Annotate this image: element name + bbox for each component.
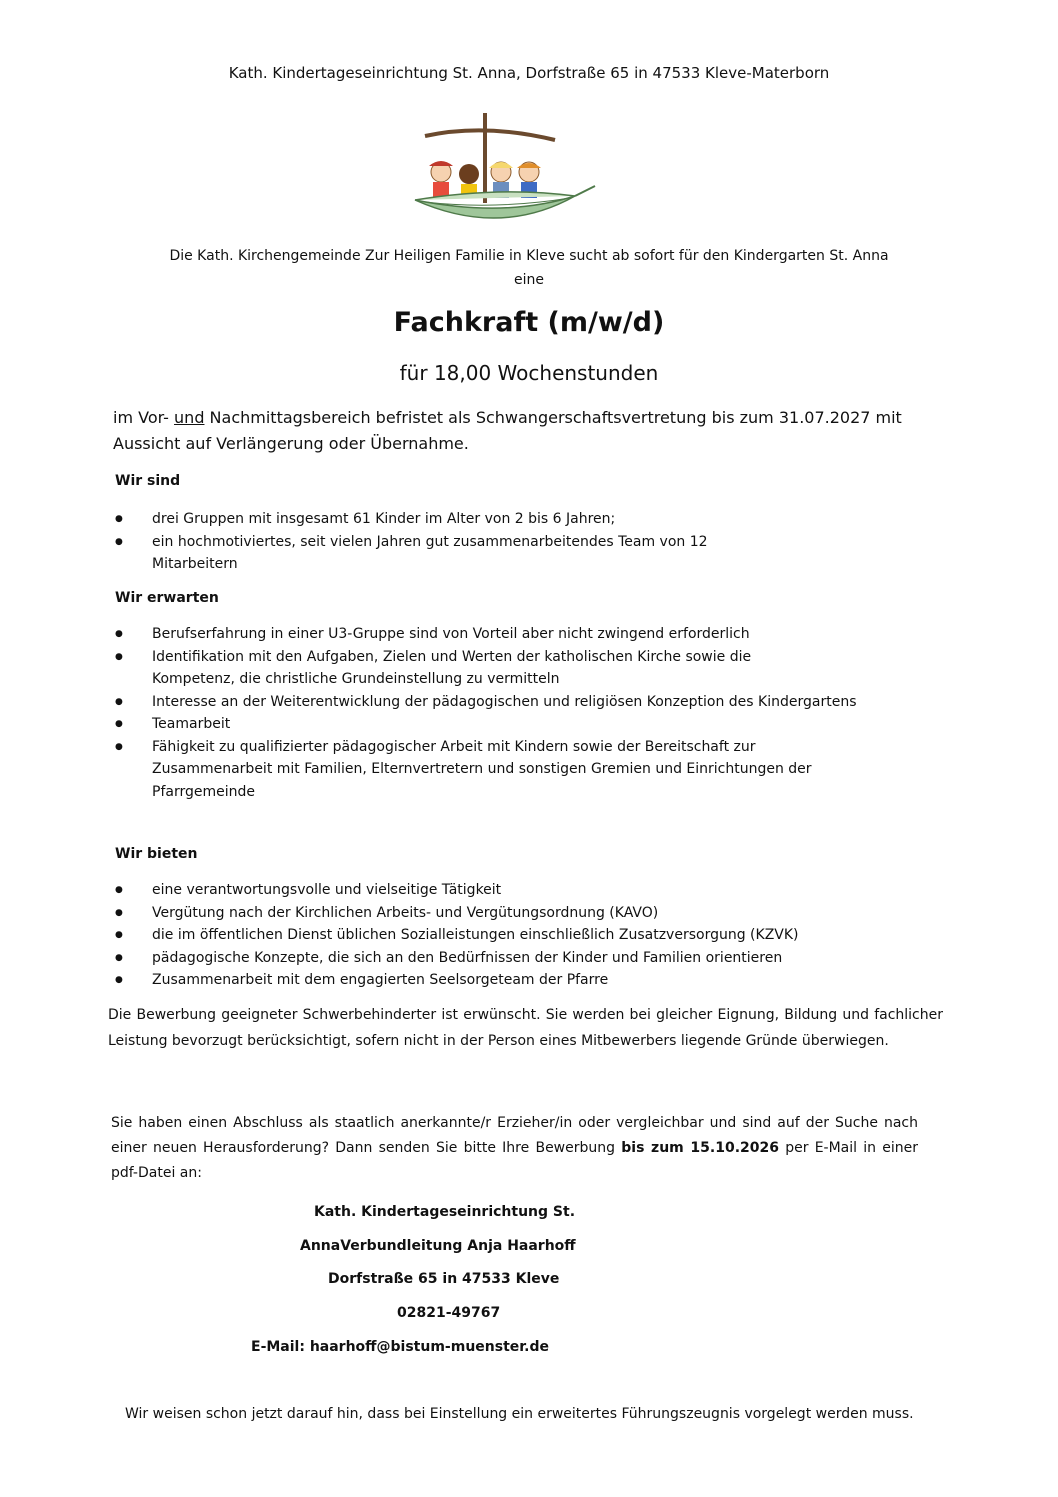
list-item: ● drei Gruppen mit insgesamt 61 Kinder im Alter von 2 bis 6 Jahren; — [113, 508, 793, 531]
header-address: Kath. Kindertageseinrichtung St. Anna, Dorfstraße 65 in 47533 Kleve-Materborn — [228, 64, 830, 82]
intro-text — [0, 244, 1058, 292]
position-text-post: Nachmittagsbereich befristet als Schwangerschaftsvertretung bis zum 31.07.2027 mit Aussicht auf Verlängerung oder Übernahme. — [113, 408, 902, 453]
list-wir-sind — [113, 508, 793, 576]
contact-line-2: AnnaVerbundleitung Anja Haarhoff — [300, 1238, 576, 1254]
position-text-pre: im Vor- — [113, 408, 175, 427]
job-title: Fachkraft (m/w/d) — [393, 307, 665, 338]
application-text-post: per E-Mail in einer pdf-Datei an: — [111, 1140, 918, 1181]
application-instructions — [111, 1111, 918, 1186]
section-heading-wir-sind: Wir sind — [115, 473, 181, 489]
intro-line-2: eine — [514, 272, 544, 288]
kindergarten-logo-icon — [405, 108, 605, 238]
contact-address: Dorfstraße 65 in 47533 Kleve — [328, 1271, 560, 1287]
list-item: ● Zusammenarbeit mit dem engagierten Seelsorgeteam der Pfarre — [113, 969, 913, 992]
position-text-underlined: und — [174, 408, 205, 427]
list-item: ● Identifikation mit den Aufgaben, Zielen und Werten der katholischen Kirche sowie die Kompetenz, die christliche Grundeinstellung zu vermitteln — [113, 646, 863, 691]
section-heading-wir-bieten: Wir bieten — [115, 846, 198, 862]
list-item: ● Fähigkeit zu qualifizierter pädagogischer Arbeit mit Kindern sowie der Bereitschaft zur Zusammenarbeit mit Familien, Elternvertretern und sonstigen Gremien und Einrichtungen der Pfarrgemeinde — [113, 736, 864, 804]
list-wir-erwarten — [113, 623, 863, 803]
contact-phone: 02821-49767 — [397, 1305, 501, 1321]
position-description — [113, 405, 913, 457]
list-item: ● die im öffentlichen Dienst üblichen Sozialleistungen einschließlich Zusatzversorgung (KZVK) — [113, 924, 913, 947]
list-item: ● Interesse an der Weiterentwicklung der pädagogischen und religiösen Konzeption des Kindergartens — [113, 691, 863, 714]
intro-line-1: Die Kath. Kirchengemeinde Zur Heiligen Familie in Kleve sucht ab sofort für den Kindergarten St. Anna — [169, 248, 889, 264]
application-deadline: bis zum 15.10.2026 — [621, 1140, 779, 1156]
list-wir-bieten — [113, 879, 913, 992]
list-item: ● Berufserfahrung in einer U3-Gruppe sind von Vorteil aber nicht zwingend erforderlich — [113, 623, 863, 646]
contact-line-1: Kath. Kindertageseinrichtung St. — [314, 1204, 576, 1220]
list-item: ● Vergütung nach der Kirchlichen Arbeits- und Vergütungsordnung (KAVO) — [113, 902, 913, 925]
list-item: ● pädagogische Konzepte, die sich an den Bedürfnissen der Kinder und Familien orientieren — [113, 947, 913, 970]
list-item: ● ein hochmotiviertes, seit vielen Jahren gut zusammenarbeitendes Team von 12 Mitarbeitern — [113, 531, 793, 576]
list-item: ● eine verantwortungsvolle und vielseitige Tätigkeit — [113, 879, 913, 902]
section-heading-wir-erwarten: Wir erwarten — [115, 590, 219, 606]
list-item: ● Teamarbeit — [113, 713, 863, 736]
contact-email[interactable]: E-Mail: haarhoff@bistum-muenster.de — [251, 1339, 550, 1355]
disability-note: Die Bewerbung geeigneter Schwerbehinderter ist erwünscht. Sie werden bei gleicher Eignung, Bildung und fachlicher Leistung bevorzugt berücksichtigt, sofern nicht in der Person eines Mitbewerbers liegende Gründe überwiegen. — [108, 1007, 943, 1049]
application-text-pre: Sie haben einen Abschluss als staatlich anerkannte/r Erzieher/in oder vergleichbar und sind auf der Suche nach einer neuen Herausforderung? Dann senden Sie bitte Ihre Bewerbung — [111, 1115, 918, 1156]
footer-note: Wir weisen schon jetzt darauf hin, dass bei Einstellung ein erweitertes Führungszeugnis vorgelegt werden muss. — [125, 1406, 914, 1422]
job-hours: für 18,00 Wochenstunden — [399, 361, 659, 385]
